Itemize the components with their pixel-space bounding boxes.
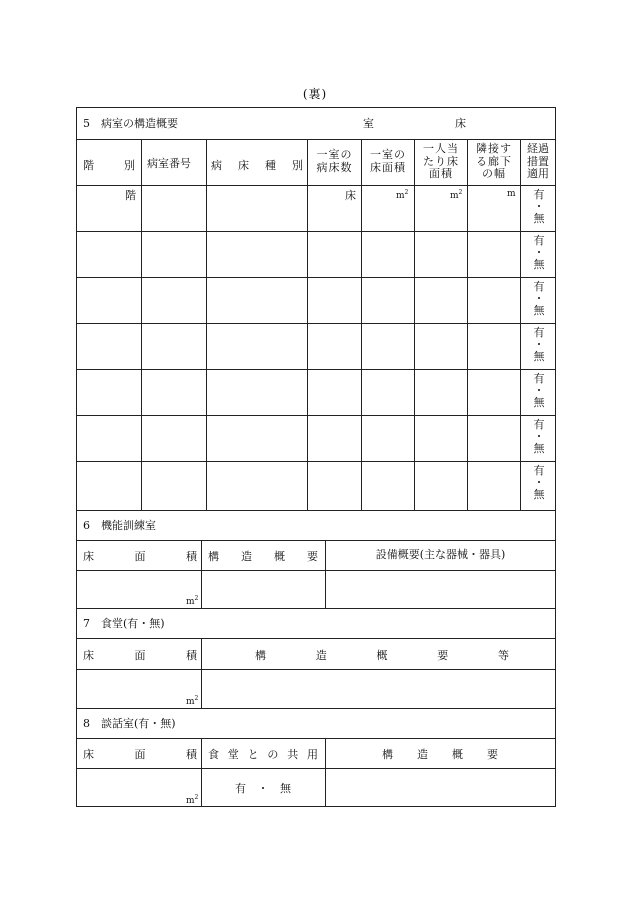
s8-header-shared xyxy=(208,746,318,762)
unit-text: m xyxy=(186,796,195,806)
section6-title: 6 機能訓練室 xyxy=(83,519,156,532)
v-line xyxy=(201,540,202,608)
unit-text: m xyxy=(396,191,405,201)
s7-header-char: 面 xyxy=(134,649,146,662)
s6-header-char: 積 xyxy=(186,550,197,563)
unit-text: m xyxy=(186,697,195,707)
s7-header-char: 造 xyxy=(315,649,327,662)
header-room-number: 病室番号 xyxy=(147,157,191,170)
h-line xyxy=(77,277,555,278)
h-line xyxy=(77,638,555,639)
s8-header-char: 用 xyxy=(306,748,318,761)
s8-header-char: 造 xyxy=(417,748,428,761)
transitional-yes-no[interactable]: 有 ・ 無 xyxy=(533,372,545,409)
s6-header-char: 面 xyxy=(134,550,146,563)
h-line xyxy=(77,768,555,769)
h-line xyxy=(77,369,555,370)
s6-header-equipment: 設備概要(主な器械・器具) xyxy=(375,548,506,561)
header-beds-per-room: 一室の 病床数 xyxy=(316,148,353,174)
v-line xyxy=(325,738,326,807)
header-bed-type xyxy=(211,157,303,173)
header-bed-type-char: 種 xyxy=(265,159,276,172)
s8-header-char: 食 xyxy=(208,748,219,761)
v-line xyxy=(206,139,207,510)
header-bed-type-char: 床 xyxy=(238,159,249,172)
form-sheet xyxy=(76,107,556,807)
h-line xyxy=(77,323,555,324)
v-line xyxy=(361,139,362,510)
s7-header-floor-area xyxy=(83,647,197,663)
section7-title: 7 食堂(有・無) xyxy=(83,617,165,630)
s8-header-char: 概 xyxy=(452,748,463,761)
unit-text: m xyxy=(450,191,459,201)
h-line xyxy=(77,570,555,571)
v-line xyxy=(201,638,202,708)
unit-beds: 床 xyxy=(345,189,356,202)
transitional-yes-no[interactable]: 有 ・ 無 xyxy=(533,418,545,455)
header-area-per-person: 一人当 たり床 面積 xyxy=(423,142,459,180)
h-line xyxy=(77,461,555,462)
s6-header-structure xyxy=(208,548,318,564)
unit-room-area: $m^2$ xyxy=(396,189,409,201)
header-room-area: 一室の 床面積 xyxy=(370,148,406,174)
section5-title: 5 病室の構造概要 xyxy=(83,117,178,130)
s8-header-char: 要 xyxy=(487,748,498,761)
header-corridor-width: 隣接す る廊下 の幅 xyxy=(476,142,512,180)
unit-area-per-person: $m^2$ xyxy=(450,189,463,201)
s8-header-floor-area xyxy=(83,746,197,762)
transitional-yes-no[interactable]: 有 ・ 無 xyxy=(533,188,545,225)
unit-corridor-width: m xyxy=(507,189,516,199)
unit-floor: 階 xyxy=(125,189,136,202)
v-line xyxy=(141,139,142,510)
page-title: (裏) xyxy=(302,87,328,101)
room-label: 室 xyxy=(363,117,374,130)
s6-header-char: 床 xyxy=(83,550,94,563)
s6-header-char: 構 xyxy=(208,550,219,563)
s7-header-char: 構 xyxy=(255,649,266,662)
header-floor-char: 別 xyxy=(124,159,135,172)
unit-text: m xyxy=(186,597,195,607)
v-line xyxy=(520,139,521,510)
s6-header-char: 造 xyxy=(241,550,252,563)
transitional-yes-no[interactable]: 有 ・ 無 xyxy=(533,464,545,501)
h-line xyxy=(77,738,555,739)
h-line xyxy=(77,231,555,232)
s7-header-char: 床 xyxy=(83,649,94,662)
s6-header-char: 概 xyxy=(274,550,285,563)
bed-label: 床 xyxy=(455,117,466,130)
header-floor xyxy=(83,157,135,173)
s7-header-char: 等 xyxy=(498,649,509,662)
v-line xyxy=(307,139,308,510)
header-floor-char: 階 xyxy=(83,159,94,172)
h-line xyxy=(77,708,555,709)
s8-header-char: 面 xyxy=(134,748,146,761)
s7-unit: $m^2$ xyxy=(186,695,199,707)
h-line xyxy=(77,540,555,541)
s8-header-char: 積 xyxy=(186,748,197,761)
s8-header-char: 共 xyxy=(287,748,299,761)
s7-header-structure xyxy=(255,647,509,663)
v-line xyxy=(414,139,415,510)
s8-unit: $m^2$ xyxy=(186,794,199,806)
h-line xyxy=(77,139,555,140)
v-line xyxy=(201,738,202,807)
s7-header-char: 積 xyxy=(186,649,197,662)
h-line xyxy=(77,185,555,186)
s6-header-char: 要 xyxy=(307,550,318,563)
s8-header-char: 構 xyxy=(382,748,393,761)
section8-title: 8 談話室(有・無) xyxy=(83,717,176,730)
header-bed-type-char: 病 xyxy=(211,159,222,172)
h-line xyxy=(77,669,555,670)
s8-shared-yes-no[interactable] xyxy=(235,780,291,796)
s8-dot: ・ xyxy=(257,782,269,795)
transitional-yes-no[interactable]: 有 ・ 無 xyxy=(533,280,545,317)
s8-yes: 有 xyxy=(235,782,246,795)
s7-header-char: 要 xyxy=(437,649,449,662)
s8-header-char: と xyxy=(247,748,259,761)
header-bed-type-char: 別 xyxy=(292,159,303,172)
s7-header-char: 概 xyxy=(376,649,388,662)
s8-header-char: の xyxy=(267,748,279,761)
s8-no: 無 xyxy=(280,782,291,795)
header-transitional: 経過 措置 適用 xyxy=(527,142,549,180)
s8-header-structure xyxy=(382,746,498,762)
s8-header-char: 床 xyxy=(83,748,94,761)
transitional-yes-no[interactable]: 有 ・ 無 xyxy=(533,234,545,271)
h-line xyxy=(77,608,555,609)
v-line xyxy=(467,139,468,510)
h-line xyxy=(77,415,555,416)
h-line xyxy=(77,510,555,511)
transitional-yes-no[interactable]: 有 ・ 無 xyxy=(533,326,545,363)
s8-header-char: 堂 xyxy=(227,748,239,761)
s6-unit: $m^2$ xyxy=(186,595,199,607)
s6-header-floor-area xyxy=(83,548,197,564)
